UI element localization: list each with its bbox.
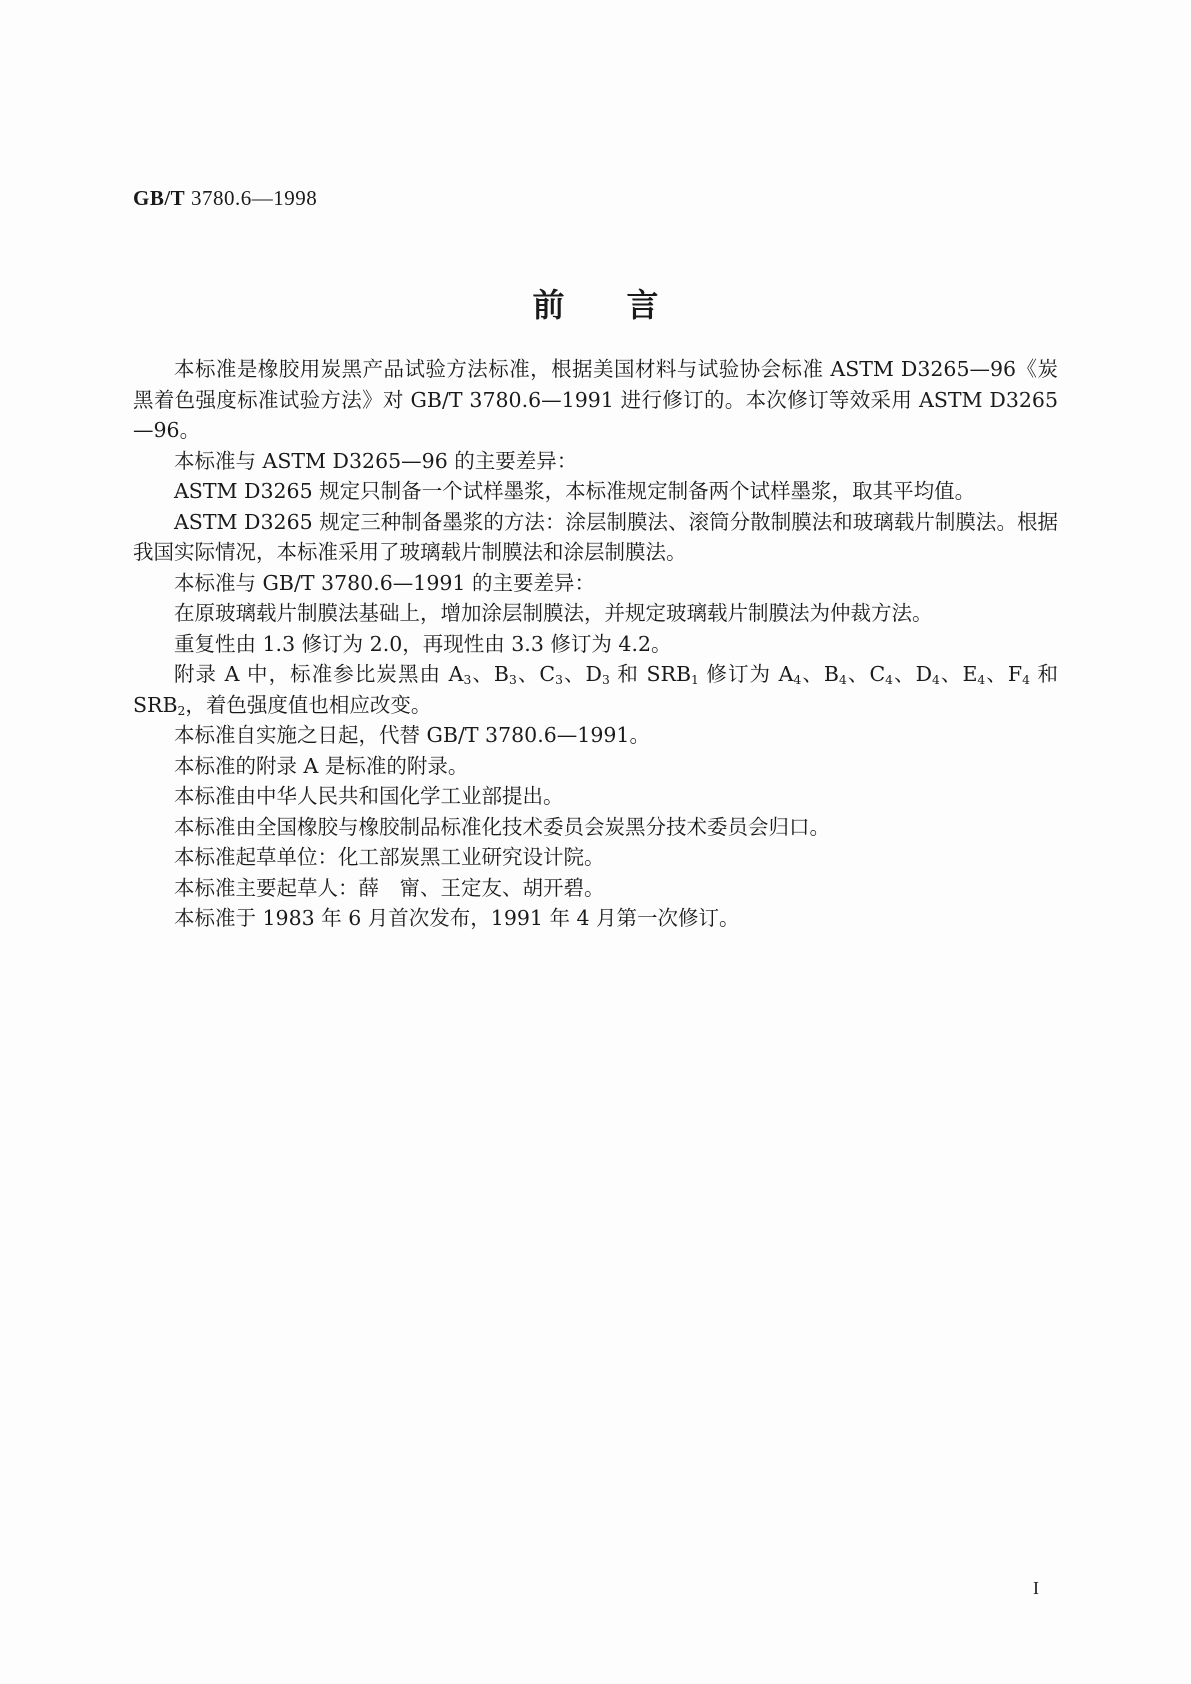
text-run: 和 SRB	[133, 662, 1058, 717]
paragraph: ASTM D3265 规定三种制备墨浆的方法：涂层制膜法、滚筒分散制膜法和玻璃载片制膜法。根据我国实际情况，本标准采用了玻璃载片制膜法和涂层制膜法。	[133, 509, 1058, 564]
paragraph: 本标准是橡胶用炭黑产品试验方法标准，根据美国材料与试验协会标准 ASTM D3265—96《炭黑着色强度标准试验方法》对 GB/T 3780.6—1991 进行修订的。本次修订等效采用 ASTM D3265—96。	[133, 357, 1058, 442]
text-run: 、E	[939, 662, 978, 686]
text-run: 、C	[516, 662, 556, 686]
paragraph: 在原玻璃载片制膜法基础上，增加涂层制膜法，并规定玻璃载片制膜法为仲裁方法。	[174, 601, 933, 625]
text-run: 、C	[846, 662, 886, 686]
subscript: 3	[463, 673, 472, 688]
text-run: 、B	[801, 662, 839, 686]
standard-code	[133, 186, 317, 211]
text-run: 和 SRB	[609, 662, 692, 686]
subscript: 4	[793, 673, 802, 688]
subscript: 3	[601, 673, 610, 688]
subscript: 4	[977, 673, 986, 688]
page-number: I	[1033, 1578, 1039, 1598]
paragraph: 本标准主要起草人：薛 甯、王定友、胡开碧。	[174, 875, 605, 900]
standard-prefix: GB/T	[133, 186, 186, 210]
standard-number: 3780.6—1998	[190, 186, 318, 210]
subscript: 4	[932, 673, 940, 688]
paragraph: 本标准于 1983 年 6 月首次发布，1991 年 4 月第一次修订。	[174, 906, 740, 930]
paragraph: 本标准的附录 A 是标准的附录。	[174, 753, 469, 778]
subscript: 3	[508, 673, 517, 688]
paragraph: 本标准由中华人民共和国化学工业部提出。	[174, 784, 564, 808]
paragraph-appendix-reference-blacks	[133, 659, 1058, 720]
text-run: 附录 A 中，标准参比炭黑由 A	[174, 662, 464, 686]
text-run: 修订为 A	[698, 662, 794, 686]
subscript: 1	[691, 673, 699, 688]
foreword-body	[133, 354, 1058, 934]
paragraph: 重复性由 1.3 修订为 2.0，再现性由 3.3 修订为 4.2。	[174, 631, 672, 656]
subscript: 4	[839, 673, 847, 688]
paragraph: ASTM D3265 规定只制备一个试样墨浆，本标准规定制备两个试样墨浆，取其平均值。	[174, 479, 976, 503]
paragraph: 本标准与 ASTM D3265—96 的主要差异：	[174, 448, 578, 473]
text-run: 、D	[892, 662, 932, 686]
text-run: 、D	[562, 662, 602, 686]
text-run: 、F	[985, 662, 1023, 686]
subscript: 4	[1022, 673, 1030, 688]
paragraph: 本标准由全国橡胶与橡胶制品标准化技术委员会炭黑分技术委员会归口。	[174, 814, 830, 839]
paragraph: 本标准起草单位：化工部炭黑工业研究设计院。	[174, 845, 605, 869]
paragraph: 本标准自实施之日起，代替 GB/T 3780.6—1991。	[174, 723, 650, 747]
subscript: 3	[555, 673, 563, 688]
text-run: 、B	[471, 662, 509, 686]
page-title: 前言	[532, 286, 721, 324]
paragraph: 本标准与 GB/T 3780.6—1991 的主要差异：	[174, 570, 595, 595]
subscript: 4	[885, 673, 893, 688]
text-run: ，着色强度值也相应改变。	[185, 692, 432, 717]
subscript: 2	[177, 703, 186, 718]
